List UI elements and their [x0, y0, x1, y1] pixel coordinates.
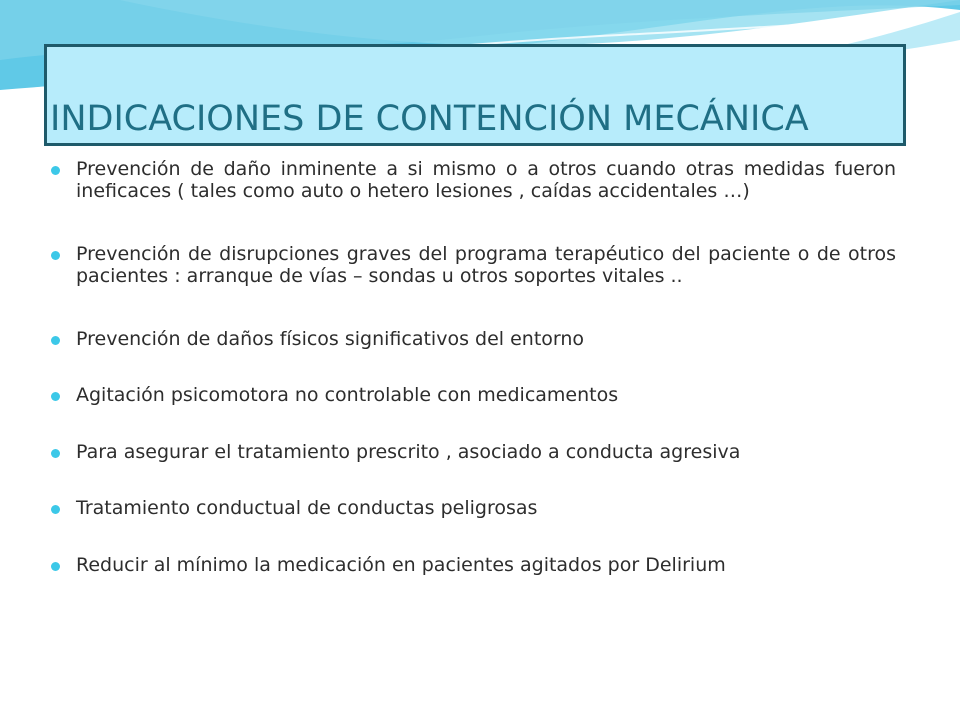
- bullet-list: [48, 158, 896, 576]
- bullet-text: Agitación psicomotora no controlable con medicamentos: [76, 384, 619, 406]
- bullet-item: [48, 441, 896, 463]
- bullet-dot-icon: [51, 449, 60, 458]
- bullet-text: Prevención de daños físicos significativos del entorno: [76, 328, 585, 350]
- slide-title: INDICACIONES DE CONTENCIÓN MECÁNICA: [50, 99, 809, 139]
- bullet-dot-icon: [51, 505, 60, 514]
- bullet-text: Tratamiento conductual de conductas peligrosas: [76, 497, 538, 519]
- title-box: [44, 44, 906, 146]
- bullet-text: Prevención de daño inminente a si mismo o a otros cuando otras medidas fueron ineficaces ( tales como auto o hetero lesiones , caídas accidentales …): [76, 158, 896, 202]
- bullet-dot-icon: [51, 336, 60, 345]
- bullet-text: Reducir al mínimo la medicación en pacientes agitados por Delirium: [76, 554, 726, 576]
- bullet-item: [48, 158, 896, 202]
- bullet-item: [48, 384, 896, 406]
- bullet-dot-icon: [51, 562, 60, 571]
- bullet-item: [48, 497, 896, 519]
- bullet-text: Para asegurar el tratamiento prescrito , asociado a conducta agresiva: [76, 441, 741, 463]
- bullet-dot-icon: [51, 392, 60, 401]
- bullet-dot-icon: [51, 251, 60, 260]
- bullet-item: [48, 328, 896, 350]
- bullet-item: [48, 243, 896, 287]
- bullet-dot-icon: [51, 166, 60, 175]
- bullet-text: Prevención de disrupciones graves del programa terapéutico del paciente o de otros pacientes : arranque de vías – sondas u otros soportes vitales ..: [76, 243, 896, 287]
- bullet-item: [48, 554, 896, 576]
